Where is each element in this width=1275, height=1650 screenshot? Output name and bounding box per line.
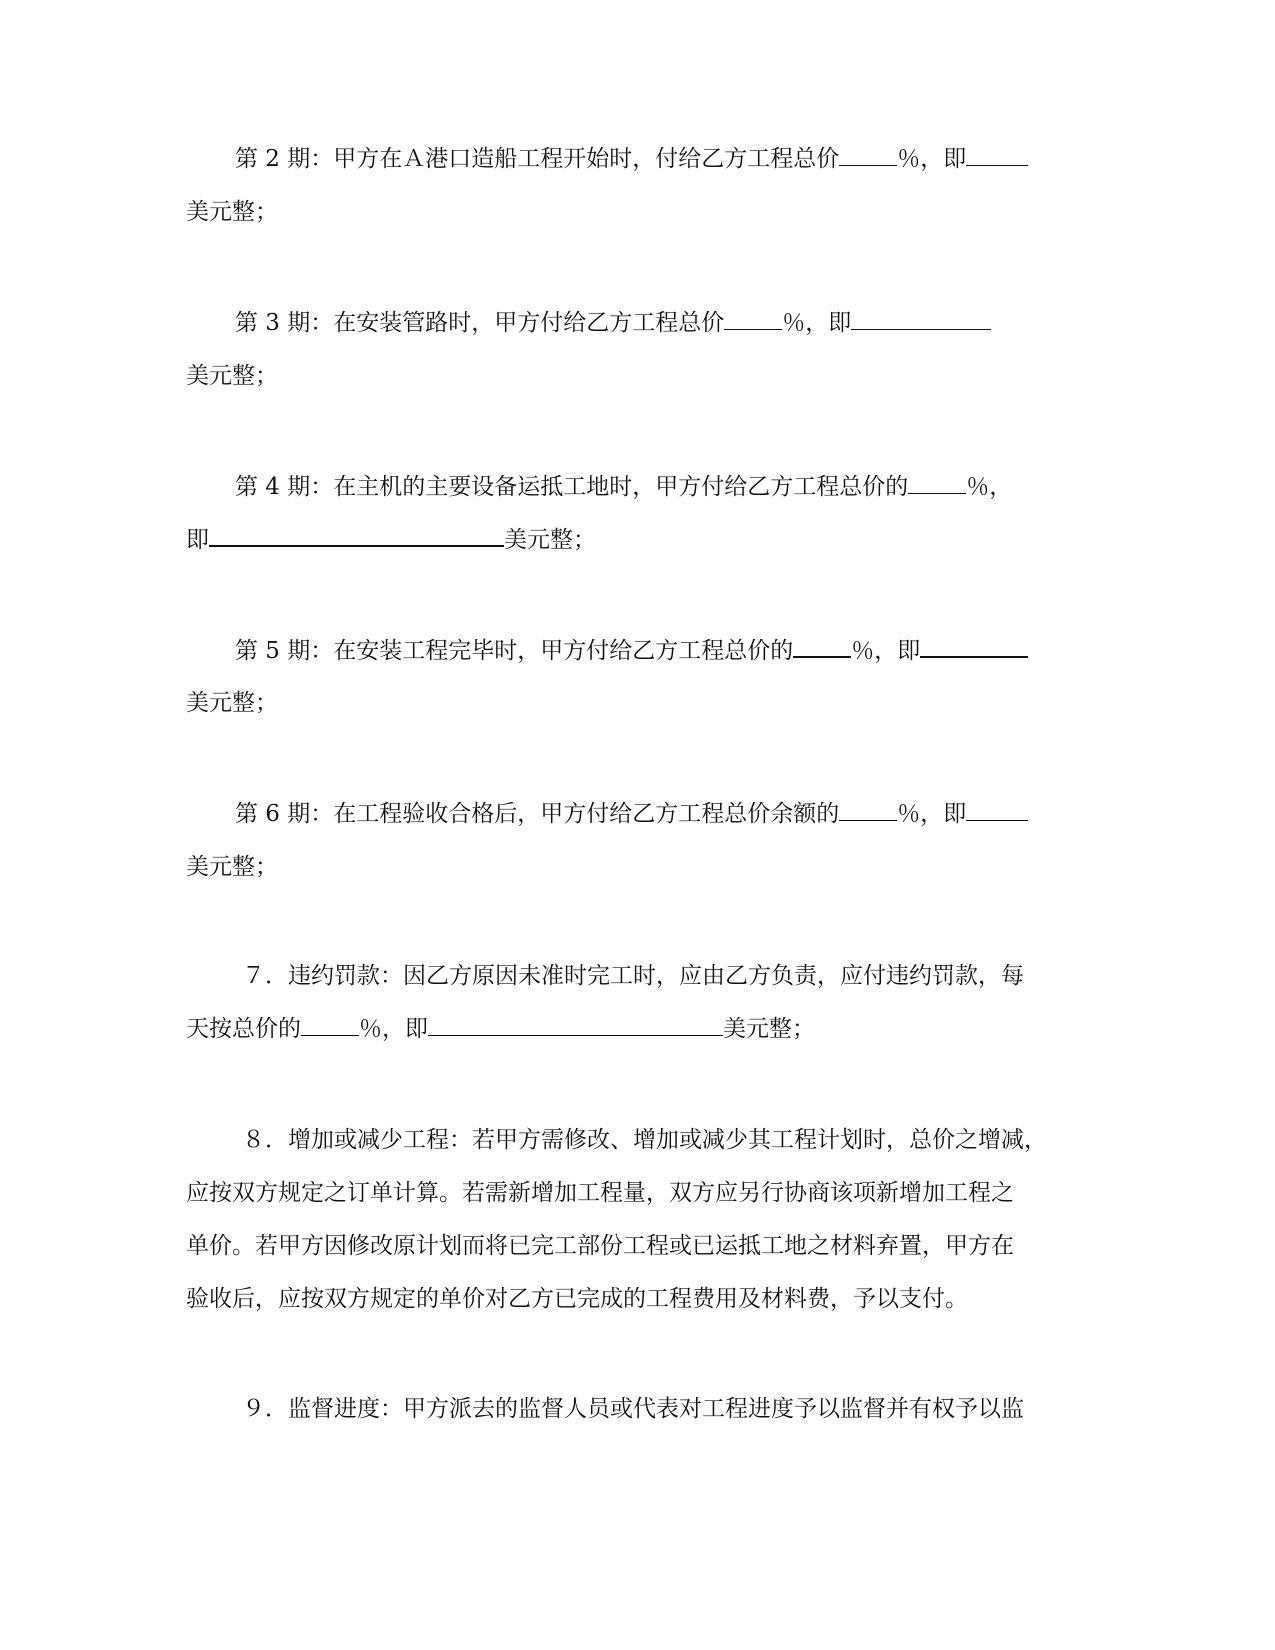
clause-8-text-1: ８．增加或减少工程：若甲方需修改、增加或减少其工程计划时，总价之增减， — [242, 1127, 1047, 1153]
percent-blank — [839, 143, 897, 166]
clause-8-line-1 — [242, 1124, 1142, 1156]
phase-3-end: 美元整； — [186, 363, 278, 389]
amount-blank — [209, 523, 504, 547]
phase-5-line-2 — [186, 687, 1086, 719]
phase-5-text: 第 5 期：在安装工程完毕时，甲方付给乙方工程总价的 — [235, 638, 794, 664]
phase-2-line-1 — [235, 143, 1135, 175]
phase-2-text: 第 2 期：甲方在Ａ港口造船工程开始时，付给乙方工程总价 — [235, 146, 840, 172]
phase-2-line-2 — [186, 196, 1086, 228]
phase-4-text: 第 4 期：在主机的主要设备运抵工地时，甲方付给乙方工程总价的 — [235, 474, 909, 500]
phase-5-end: 美元整； — [186, 690, 278, 716]
phase-6-end: 美元整； — [186, 854, 278, 880]
amount-blank — [920, 634, 1028, 658]
phase-5-mid: ％，即 — [851, 638, 921, 664]
clause-7-line-1 — [242, 960, 1142, 992]
phase-5-line-1 — [235, 634, 1135, 667]
phase-3-text: 第 3 期：在安装管路时，甲方付给乙方工程总价 — [235, 310, 725, 336]
clause-7-line-2 — [186, 1013, 1086, 1045]
percent-blank — [301, 1013, 359, 1036]
phase-3-line-1 — [235, 307, 1135, 339]
phase-6-line-1 — [235, 798, 1135, 830]
clause-9-text-1: ９．监督进度：甲方派去的监督人员或代表对工程进度予以监督并有权予以监 — [242, 1396, 1024, 1422]
percent-blank — [908, 471, 966, 494]
phase-3-line-2 — [186, 360, 1086, 392]
amount-blank — [966, 143, 1028, 166]
phase-2-mid: ％，即 — [897, 146, 967, 172]
amount-blank — [966, 798, 1028, 821]
percent-blank — [793, 634, 851, 658]
clause-8-text-3: 单价。若甲方因修改原计划而将已完工部份工程或已运抵工地之材料弃置，甲方在 — [186, 1233, 1014, 1259]
clause-8-text-2: 应按双方规定之订单计算。若需新增加工程量，双方应另行协商该项新增加工程之 — [186, 1180, 1014, 1206]
clause-8-line-2 — [186, 1177, 1086, 1209]
phase-3-mid: ％，即 — [782, 310, 852, 336]
phase-6-mid: ％，即 — [897, 801, 967, 827]
phase-6-line-2 — [186, 851, 1086, 883]
phase-4-line2-prefix: 即 — [186, 527, 209, 553]
phase-4-end: 美元整； — [504, 527, 596, 553]
clause-7-line2-prefix: 天按总价的 — [186, 1016, 301, 1042]
clause-7-line2-mid: ％，即 — [359, 1016, 428, 1042]
amount-blank — [428, 1013, 723, 1036]
phase-4-line-2 — [186, 523, 1086, 556]
clause-8-line-3 — [186, 1230, 1086, 1262]
phase-4-line-1 — [235, 471, 1135, 503]
clause-8-text-4: 验收后，应按双方规定的单价对乙方已完成的工程费用及材料费，予以支付。 — [186, 1286, 968, 1312]
clause-7-line2-end: 美元整； — [723, 1016, 815, 1042]
phase-6-text: 第 6 期：在工程验收合格后，甲方付给乙方工程总价余额的 — [235, 801, 840, 827]
amount-blank — [851, 307, 991, 330]
percent-blank — [839, 798, 897, 821]
percent-blank — [724, 307, 782, 330]
clause-8-line-4 — [186, 1283, 1086, 1315]
clause-7-text: ７．违约罚款：因乙方原因未准时完工时，应由乙方负责，应付违约罚款，每 — [242, 963, 1024, 989]
clause-9-line-1 — [242, 1393, 1142, 1425]
phase-4-mid: ％， — [966, 474, 1013, 500]
phase-2-end: 美元整； — [186, 199, 278, 225]
